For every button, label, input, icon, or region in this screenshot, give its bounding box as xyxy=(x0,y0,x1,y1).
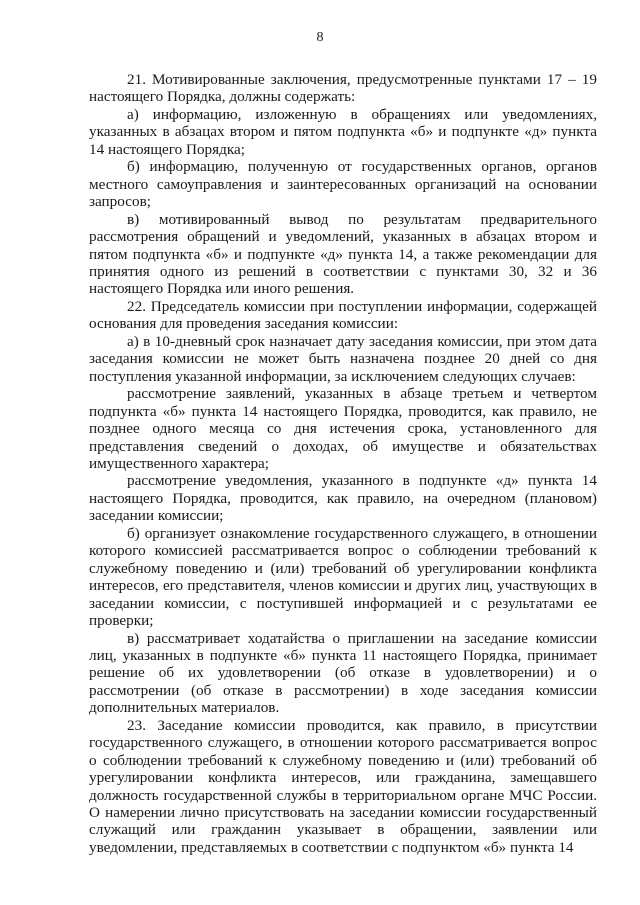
paragraph-22-a-case-1: рассмотрение заявлений, указанных в абзаце третьем и четвертом подпункта «б» пункта 14 настоящего Порядка, проводится, как правило, не позднее одного месяца со дня истечения срока, установленного для представления сведений о доходах, об имуществе и обязательствах имущественного характера; xyxy=(89,385,597,472)
document-body xyxy=(89,71,597,856)
paragraph-21-b: б) информацию, полученную от государственных органов, органов местного самоуправления и заинтересованных организаций на основании запросов; xyxy=(89,158,597,211)
paragraph-22: 22. Председатель комиссии при поступлении информации, содержащей основания для проведения заседания комиссии: xyxy=(89,297,597,333)
paragraph-22-a: а) в 10-дневный срок назначает дату заседания комиссии, при этом дата заседания комиссии не может быть назначена позднее 20 дней со дня поступления указанной информации, за исключением следующих случаев: xyxy=(89,332,597,385)
paragraph-21-a: а) информацию, изложенную в обращениях или уведомлениях, указанных в абзацах втором и пятом подпункта «б» и подпункте «д» пункта 14 настоящего Порядка; xyxy=(89,105,597,158)
paragraph-22-a-case-2: рассмотрение уведомления, указанного в подпункте «д» пункта 14 настоящего Порядка, проводится, как правило, на очередном (плановом) заседании комиссии; xyxy=(89,472,597,525)
paragraph-21: 21. Мотивированные заключения, предусмотренные пунктами 17 – 19 настоящего Порядка, должны содержать: xyxy=(89,71,597,106)
paragraph-21-v: в) мотивированный вывод по результатам предварительного рассмотрения обращений и уведомлений, указанных в абзацах втором и пятом подпункта «б» и подпункте «д» пункта 14, а также рекомендации для принятия одного из решений в соответствии с пунктами 30, 32 и 36 настоящего Порядка или иного решения. xyxy=(89,210,597,298)
page-number: 8 xyxy=(316,30,324,45)
paragraph-22-b: б) организует ознакомление государственного служащего, в отношении которого комиссией рассматривается вопрос о соблюдении требований к служебному поведению и (или) требований об урегулировании конфликта интересов, его представителя, членов комиссии и других лиц, участвующих в заседании комиссии, с поступившей информацией и с результатами ее проверки; xyxy=(89,524,597,630)
paragraph-22-v: в) рассматривает ходатайства о приглашении на заседание комиссии лиц, указанных в подпункте «б» пункта 11 настоящего Порядка, принимает решение об их удовлетворении (об отказе в удовлетворении) и о рассмотрении (об отказе в рассмотрении) в ходе заседания комиссии дополнительных материалов. xyxy=(89,629,597,717)
paragraph-23: 23. Заседание комиссии проводится, как правило, в присутствии государственного служащего, в отношении которого рассматривается вопрос о соблюдении требований к служебному поведению и (или) требований об урегулировании конфликта интересов, или гражданина, замещавшего должность государственной службы в территориальном органе МЧС России. О намерении лично присутствовать на заседании комиссии государственный служащий или гражданин указывает в обращении, заявлении или уведомлении, представляемых в соответствии с подпунктом «б» пункта 14 xyxy=(89,716,597,856)
